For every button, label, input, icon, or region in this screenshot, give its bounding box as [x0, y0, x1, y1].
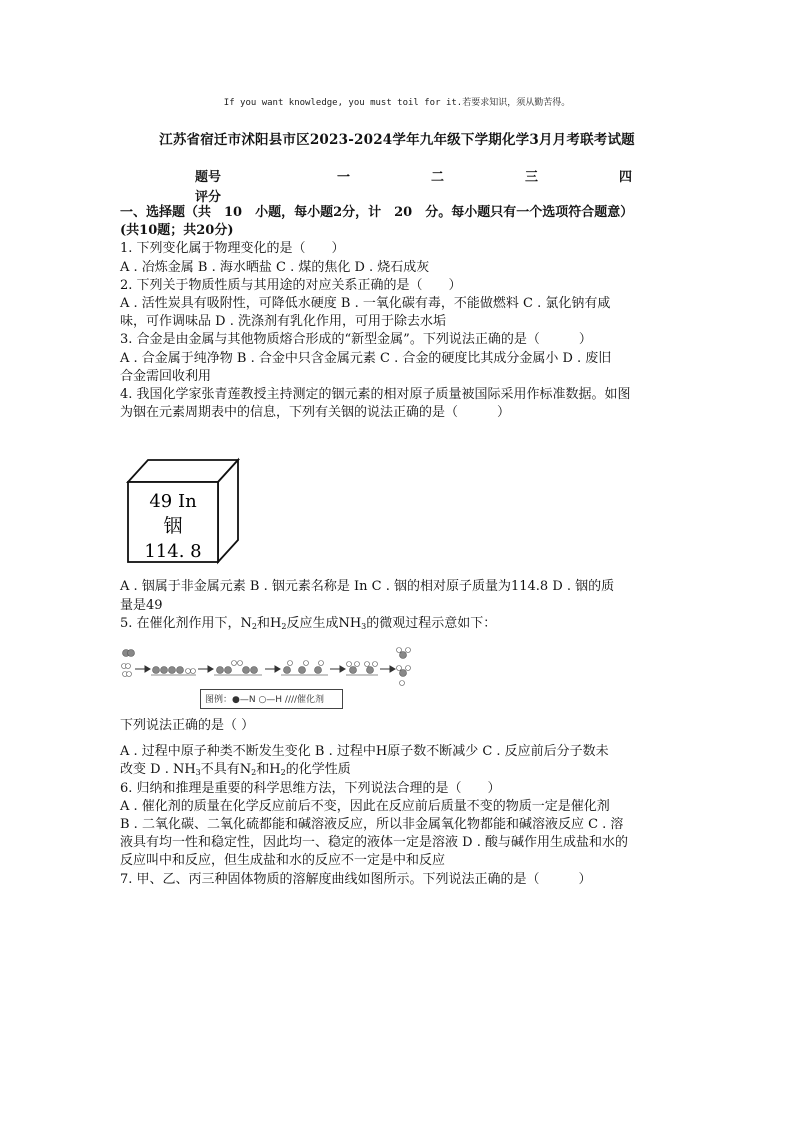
q6-stem: 6. 归纳和推理是重要的科学思维方法，下列说法合理的是（ ） [120, 780, 501, 796]
q4-stem-line2: 为铟在元素周期表中的信息，下列有关铟的说法正确的是（ ） [120, 405, 511, 421]
diagram-legend: 图例：●—N ○—H ////催化剂 [200, 689, 343, 709]
q4-options-line1: A . 铟属于非金属元素 B . 铟元素名称是 In C . 铟的相对原子质量为114.8 D . 铟的质 [120, 579, 615, 595]
q1-options: A . 冶炼金属 B . 海水晒盐 C . 煤的焦化 D . 烧石成灰 [120, 259, 430, 275]
q1-stem: 1. 下列变化属于物理变化的是（ ） [120, 241, 345, 257]
score-col-1: 一 [337, 170, 351, 185]
q6-line1: A . 催化剂的质量在化学反应前后不变，因此在反应前后质量不变的物质一定是催化剂 [120, 798, 610, 814]
element-number-symbol: 49 In [149, 491, 197, 513]
score-row-label: 题号 [195, 170, 222, 185]
score-col-4: 四 [619, 170, 633, 185]
score-col-3: 三 [525, 170, 539, 185]
question-content [120, 204, 676, 889]
element-name: 铟 [163, 515, 183, 538]
q5-options-line2: 改变 D . $NH_3$不具有$N_2$和$H_2$的化学性质 [120, 762, 351, 778]
q6-line3: 液具有均一性和稳定性，因此均一、稳定的液体一定是溶液 D . 酸与碱作用生成盐和水的 [120, 835, 628, 851]
q5-prompt: 下列说法正确的是（ ） [120, 718, 255, 734]
score-col-2: 二 [431, 170, 445, 185]
section1-sub: (共10题；共20分) [120, 223, 234, 239]
q3-options-line2: 合金需回收利用 [120, 368, 212, 384]
section1-heading: 一、选择题（共 10 小题，每小题2分，计 20 分。每小题只有一个选项符合题意） [120, 205, 634, 220]
element-mass: 114. 8 [144, 541, 202, 563]
header-motto: If you want knowledge, you must toil for it.若要求知识，须从勤苦得。 [223, 98, 571, 108]
q4-options-line2: 量是49 [120, 597, 163, 613]
q2-options-line2: 味，可作调味品 D . 洗涤剂有乳化作用，可用于除去水垢 [120, 314, 446, 330]
exam-title: 江苏省宿迁市沭阳县市区2023-2024学年九年级下学期化学3月月考联考试题 [159, 132, 635, 148]
q2-options-line1: A . 活性炭具有吸附性，可降低水硬度 B . 一氧化碳有毒，不能做燃料 C . 氯化钠有咸 [120, 296, 611, 312]
q3-options-line1: A . 合金属于纯净物 B . 合金中只含金属元素 C . 合金的硬度比其成分金属小 D . 废旧 [120, 350, 612, 366]
q2-stem: 2. 下列关于物质性质与其用途的对应关系正确的是（ ） [120, 277, 462, 293]
ammonia-synthesis-diagram [120, 645, 676, 717]
reaction-process-figure [120, 645, 420, 689]
indium-element-card [120, 428, 320, 578]
q4-stem-line1: 4. 我国化学家张青莲教授主持测定的铟元素的相对原子质量被国际采用作标准数据。如图 [120, 387, 631, 403]
element-cube-figure [120, 428, 320, 578]
q7-stem: 7. 甲、乙、丙三种固体物质的溶解度曲线如图所示。下列说法正确的是（ ） [120, 871, 592, 887]
q6-line4: 反应叫中和反应，但生成盐和水的反应不一定是中和反应 [120, 853, 446, 869]
q5-options-line1: A . 过程中原子种类不断发生变化 B . 过程中H原子数不断减少 C . 反应前后分子数未 [120, 744, 609, 760]
q3-stem: 3. 合金是由金属与其他物质熔合形成的“新型金属”。下列说法正确的是（ ） [120, 332, 592, 348]
q5-stem: 5. 在催化剂作用下，$N_2$和$H_2$反应生成$NH_3$的微观过程示意如下： [120, 615, 497, 631]
q6-line2: B . 二氧化碳、二氧化硫都能和碱溶液反应，所以非金属氧化物都能和碱溶液反应 C . 溶 [120, 817, 624, 833]
score-label: 评分 [195, 190, 222, 205]
